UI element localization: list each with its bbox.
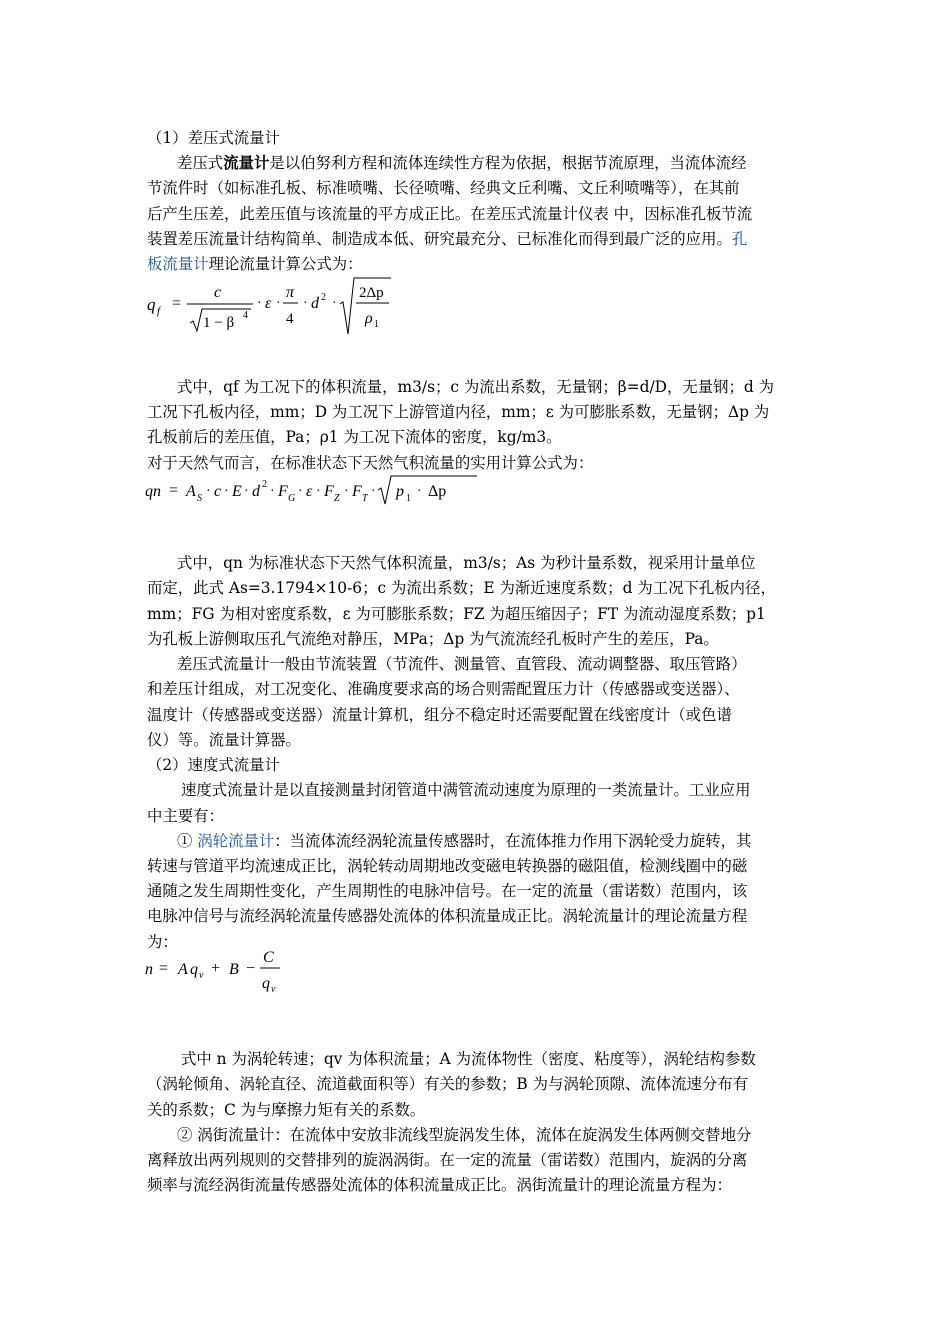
formula-symbol: Δp (428, 483, 447, 500)
formula-symbol: d (252, 483, 260, 500)
paragraph-line: 孔板前后的差压值，Pa；ρ1 为工况下流体的密度，kg/m3。 (147, 428, 562, 446)
paragraph-line: 转速与管道平均流速成正比，涡轮转动周期地改变磁电转换器的磁阻值，检测线圈中的磁 (147, 857, 748, 875)
formula-symbol: v (199, 970, 204, 981)
formula-symbol: 2 (321, 292, 326, 303)
section-heading-velocity: （2）速度式流量计 (147, 756, 280, 774)
formula-symbol: = (159, 960, 169, 977)
formula-symbol: d (311, 295, 319, 312)
formula-symbol: 1 (406, 493, 411, 504)
formula-symbol: E (232, 483, 242, 500)
formula-symbol: f (157, 305, 161, 317)
formula-symbol: c (214, 284, 222, 301)
paragraph-line: 板流量计理论流量计算公式为： (147, 255, 363, 273)
turbine-flowmeter-link[interactable]: 涡轮流量计 (197, 832, 275, 850)
paragraph-line: （涡轮倾角、涡轮直径、流道截面积等）有关的参数；B 为与涡轮顶隙、流体流速分布有 (147, 1075, 749, 1093)
formula-symbol: G (288, 493, 296, 504)
paragraph-line: 节流件时（如标准孔板、标准喷嘴、长径喷嘴、经典文丘利嘴、文丘利喷嘴等），在其前 (147, 179, 740, 197)
orifice-flowmeter-link[interactable]: 板流量计 (147, 255, 209, 273)
formula-symbol: S (197, 493, 202, 504)
formula-symbol: F (352, 483, 362, 500)
formula-symbol: π (286, 284, 295, 301)
paragraph-line: 仪）等。流量计算器。 (147, 731, 301, 749)
paragraph-line: 差压式流量计是以伯努利方程和流体连续性方程为依据，根据节流原理，当流体流经 (177, 154, 747, 172)
paragraph-line: 中主要有： (147, 807, 224, 825)
formula-symbol: · (224, 484, 229, 499)
formula-symbol: · (371, 484, 376, 499)
formula-symbol: · (303, 296, 308, 311)
formula-symbol: A (178, 961, 188, 978)
formula-symbol: = (169, 482, 179, 499)
paragraph-line: ② 涡街流量计：在流体中安放非流线型旋涡发生体，流体在旋涡发生体两侧交替地分 (177, 1126, 752, 1144)
orifice-flow-formula (145, 276, 405, 338)
formula-symbol: 4 (286, 311, 294, 327)
formula-symbol: B (229, 961, 239, 978)
formula-symbol: · (316, 484, 321, 499)
formula-symbol: F (278, 483, 288, 500)
formula-symbol: · (270, 484, 275, 499)
formula-symbol: 4 (243, 310, 248, 321)
formula-symbol: 1 − β (203, 315, 235, 331)
paragraph-line: 差压式流量计一般由节流装置（节流件、测量管、直管段、流动调整器、取压管路） (177, 655, 747, 673)
formula-symbol: · (298, 484, 303, 499)
paragraph-line: 电脉冲信号与流经涡轮流量传感器处流体的体积流量成正比。涡轮流量计的理论流量方程 (147, 907, 748, 925)
formula-symbol: p (396, 483, 404, 500)
formula-symbol: c (214, 483, 222, 500)
paragraph-line: 式中 n 为涡轮转速；qv 为体积流量；A 为流体物性（密度、粘度等），涡轮结构参数 (181, 1050, 756, 1068)
formula-symbol: qn (145, 483, 161, 500)
formula-symbol: n (145, 961, 153, 978)
paragraph-line: 式中，qn 为标准状态下天然气体积流量，m3/s；As 为秒计量系数，视采用计量单位 (177, 554, 756, 572)
formula-symbol: A (186, 483, 196, 500)
paragraph-line: 速度式流量计是以直接测量封闭管道中满管流动速度为原理的一类流量计。工业应用 (181, 781, 751, 799)
bold-keyword: 流量计 (223, 154, 270, 172)
formula-symbol: v (271, 984, 276, 995)
paragraph-line: 为孔板上游侧取压孔气流绝对静压，MPa；Δp 为气流流经孔板时产生的差压，Pa。 (147, 630, 719, 648)
paragraph-line: mm；FG 为相对密度系数，ε 为可膨胀系数；FZ 为超压缩因子；FT 为流动湿度系数；p1 (147, 605, 766, 623)
formula-symbol: T (362, 493, 368, 504)
paragraph-line: 通随之发生周期性变化，产生周期性的电脉冲信号。在一定的流量（雷诺数）范围内，该 (147, 882, 748, 900)
formula-symbol: − (246, 960, 256, 977)
paragraph-line: 后产生压差，此差压值与该流量的平方成正比。在差压式流量计仪表 中，因标准孔板节流 (147, 205, 753, 223)
formula-symbol: ε (306, 483, 313, 500)
formula-symbol: 2 (262, 479, 267, 490)
formula-symbol: C (263, 949, 274, 966)
orifice-flowmeter-link[interactable]: 孔 (731, 230, 748, 248)
paragraph-line: 频率与流经涡街流量传感器处流体的体积流量成正比。涡街流量计的理论流量方程为： (147, 1176, 732, 1194)
section-heading-differential: （1）差压式流量计 (147, 129, 280, 147)
paragraph-line: 离释放出两列规则的交替排列的旋涡涡街。在一定的流量（雷诺数）范围内，旋涡的分离 (147, 1151, 748, 1169)
formula-symbol: · (244, 484, 249, 499)
paragraph-line: 式中，qf 为工况下的体积流量，m3/s；c 为流出系数，无量钢；β=d/D，无量钢；d 为 (177, 378, 775, 396)
formula-symbol: ρ (365, 310, 373, 327)
formula-symbol: 2Δp (359, 285, 384, 301)
paragraph-line: 和差压计组成，对工况变化、准确度要求高的场合则需配置压力计（传感器或变送器）、 (147, 680, 740, 698)
formula-symbol: q (190, 961, 198, 978)
turbine-flow-formula (145, 944, 295, 1000)
paragraph-line: 而定，此式 As=3.1794×10-6；c 为流出系数；E 为渐近速度系数；d 为工况下孔板内径， (147, 579, 776, 597)
formula-symbol: F (324, 483, 334, 500)
paragraph-line: 温度计（传感器或变送器）流量计算机，组分不稳定时还需要配置在线密度计（或色谱 (147, 706, 732, 724)
formula-symbol: 1 (374, 319, 379, 330)
formula-symbol: = (172, 295, 182, 312)
formula-symbol: ε (265, 295, 272, 312)
formula-symbol: · (344, 484, 349, 499)
paragraph-line: 工况下孔板内径，mm；D 为工况下上游管道内径，mm；ε 为可膨胀系数，无量钢；Δp 为 (147, 403, 770, 421)
natural-gas-flow-formula (145, 474, 485, 508)
formula-symbol: · (276, 296, 281, 311)
formula-symbol: · (417, 484, 422, 499)
formula-symbol: q (147, 295, 156, 314)
paragraph-line: 为： (147, 933, 178, 951)
paragraph-line: ① 涡轮流量计：当流体流经涡轮流量传感器时，在流体推力作用下涡轮受力旋转，其 (177, 832, 752, 850)
paragraph-line: 对于天然气而言，在标准状态下天然气积流量的实用计算公式为： (147, 454, 594, 472)
formula-symbol: Z (334, 493, 340, 504)
formula-symbol: · (257, 296, 262, 311)
formula-symbol: · (206, 484, 211, 499)
formula-symbol: + (211, 960, 221, 977)
formula-symbol: q (262, 975, 270, 992)
paragraph-line: 关的系数；C 为与摩擦力矩有关的系数。 (147, 1101, 426, 1119)
formula-symbol: · (332, 296, 337, 311)
paragraph-line: 装置差压流量计结构简单、制造成本低、研究最充分、已标准化而得到最广泛的应用。孔 (147, 230, 748, 248)
